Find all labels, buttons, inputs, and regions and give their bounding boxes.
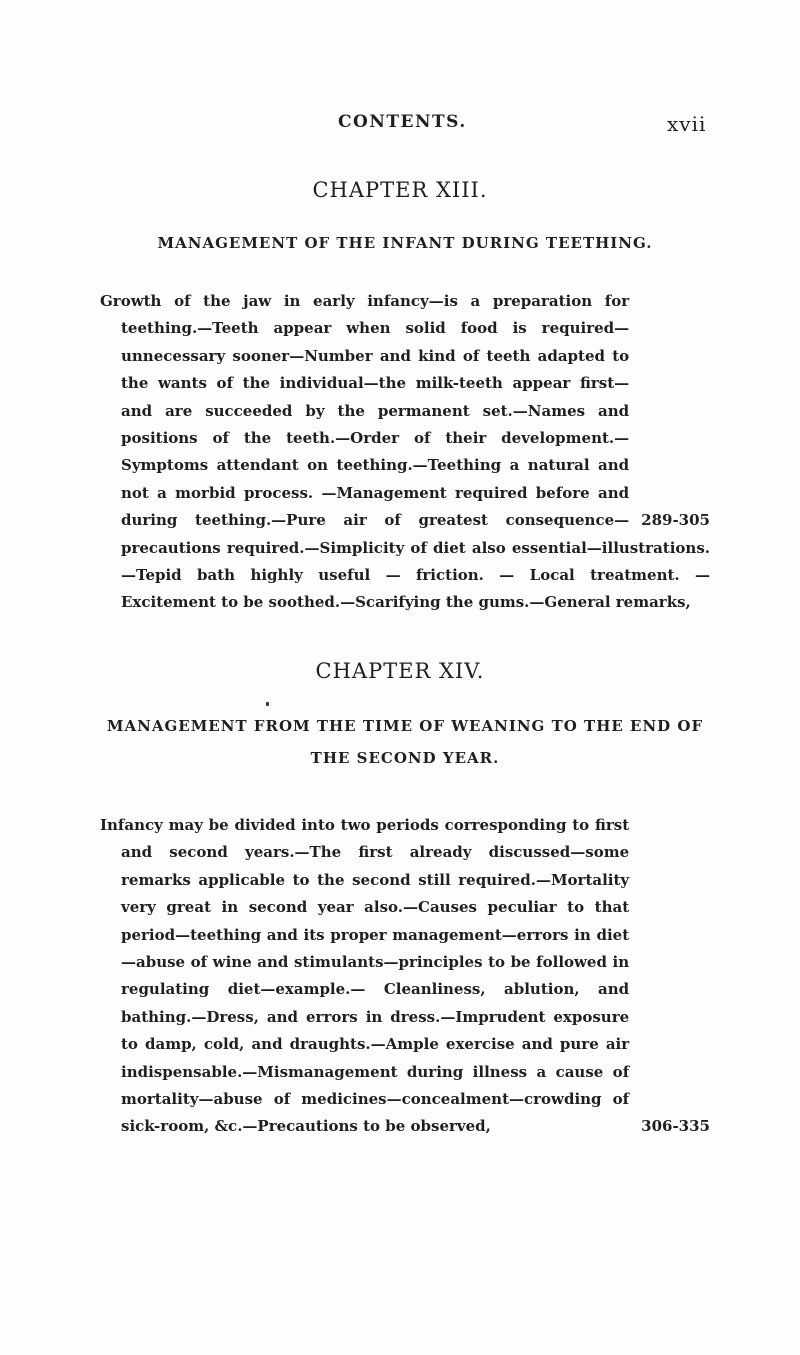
- chapter-heading: CHAPTER XIV.: [315, 659, 485, 683]
- running-head: [0, 112, 800, 136]
- print-speck: [266, 702, 269, 706]
- page-range: 306-335: [641, 1117, 710, 1135]
- chapter-synopsis: [100, 288, 710, 617]
- running-title: CONTENTS.: [338, 112, 467, 132]
- synopsis-text: Growth of the jaw in early infancy—is a preparation for teething.—Teeth appear when solid food is required—unnecessary sooner—Number and kind of teeth adapted to the wants of the individual—the milk-teeth appear first—and are succeeded by the permanent set.—Names and positions of the teeth.—Order of their development.—Symptoms attendant on teething.—Teething a natural and not a morbid process. —Management required before and during teething.—Pure air of greatest consequence—precautions required.—Simplicity of diet also essential—illustrations.—Tepid bath highly useful — friction. — Local treatment. — Excitement to be soothed.—Scarifying the gums.—General remarks,: [100, 292, 710, 612]
- chapter-synopsis: [100, 812, 710, 1141]
- chapter-subtitle: MANAGEMENT OF THE INFANT DURING TEETHING.: [157, 234, 653, 252]
- chapter-heading: CHAPTER XIII.: [312, 178, 488, 202]
- synopsis-text: Infancy may be divided into two periods corresponding to first and second years.—The first already discussed—some remarks applicable to the second still required.—Mortality very great in second year also.—Causes peculiar to that period—teething and its proper management—errors in diet —abuse of wine and stimulants—principles to be followed in regulating diet—example.— Cleanliness, ablution, and bathing.—Dress, and errors in dress.—Imprudent exposure to damp, cold, and draughts.—Ample exercise and pure air indispensable.—Mismanagement during illness a cause of mortality—abuse of medicines—concealment—crowding of sick-room, &c.—Precautions to be observed,: [100, 816, 630, 1136]
- page-range: 289-305: [641, 511, 710, 529]
- chapter-subtitle: MANAGEMENT FROM THE TIME OF WEANING TO THE END OF THE SECOND YEAR.: [106, 717, 704, 767]
- page-number: xvii: [667, 112, 707, 136]
